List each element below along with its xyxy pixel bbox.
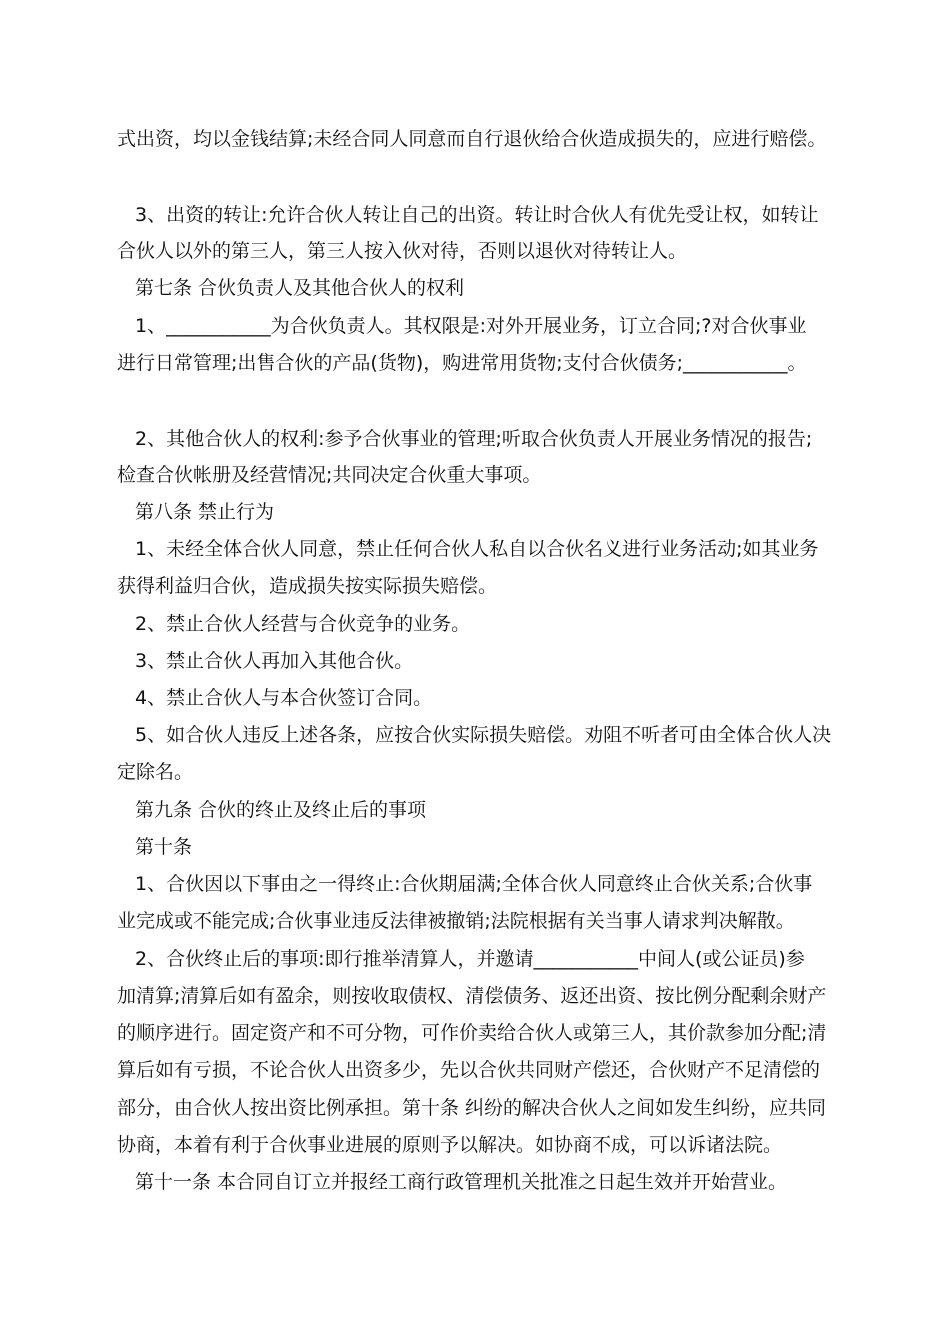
paragraph-line: 业完成或不能完成;合伙事业违反法律被撤销;法院根据有关当事人请求判决解散。: [117, 910, 795, 932]
section-heading: 第八条 禁止行为: [135, 501, 275, 523]
section-heading: 第七条 合伙负责人及其他合伙人的权利: [135, 277, 465, 299]
paragraph-line: 5、如合伙人违反上述各条，应按合伙实际损失赔偿。劝阻不听者可由全体合伙人决: [135, 724, 832, 746]
paragraph-line: 的顺序进行。固定资产和不可分物，可作价卖给合伙人或第三人，其价款参加分配;清: [117, 1022, 827, 1044]
paragraph-line: 合伙人以外的第三人，第三人按入伙对待，否则以退伙对待转让人。: [117, 240, 688, 262]
paragraph-line: 获得利益归合伙，造成损失按实际损失赔偿。: [117, 575, 498, 597]
paragraph-line: 2、其他合伙人的权利:参予合伙事业的管理;听取合伙负责人开展业务情况的报告;: [135, 428, 813, 450]
section-heading: 第九条 合伙的终止及终止后的事项: [135, 799, 427, 821]
paragraph-line: 定除名。: [117, 761, 194, 783]
paragraph-line: 4、禁止合伙人与本合伙签订合同。: [135, 687, 433, 709]
paragraph-line: 加清算;清算后如有盈余，则按收取债权、清偿债务、返还出资、按比例分配剩余财产: [117, 985, 827, 1007]
paragraph-line: 1、合伙因以下事由之一得终止:合伙期届满;全体合伙人同意终止合伙关系;合伙事: [135, 873, 813, 895]
paragraph-line: 1、___________为合伙负责人。其权限是:对外开展业务，订立合同;?对合伙事业: [135, 315, 807, 337]
paragraph-line: 式出资，均以金钱结算;未经合同人同意而自行退伙给合伙造成损失的，应进行赔偿。: [117, 128, 827, 150]
section-heading: 第十一条 本合同自订立并报经工商行政管理机关批准之日起生效并开始营业。: [135, 1171, 788, 1193]
paragraph-line: 3、禁止合伙人再加入其他合伙。: [135, 650, 414, 672]
section-heading: 第十条: [135, 836, 193, 858]
paragraph-line: 检查合伙帐册及经营情况;共同决定合伙重大事项。: [117, 464, 542, 486]
paragraph-line: 部分，由合伙人按出资比例承担。第十条 纠纷的解决合伙人之间如发生纠纷，应共同: [117, 1097, 827, 1119]
paragraph-line: 协商，本着有利于合伙事业进展的原则予以解决。如协商不成，可以诉诸法院。: [117, 1134, 783, 1156]
paragraph-line: 2、合伙终止后的事项:即行推举清算人，并邀请___________中间人(或公证员)参: [135, 948, 805, 970]
paragraph-line: 进行日常管理;出售合伙的产品(货物)，购进常用货物;支付合伙债务;___________。: [117, 352, 807, 374]
paragraph-line: 算后如有亏损，不论合伙人出资多少，先以合伙共同财产偿还，合伙财产不足清偿的: [117, 1059, 821, 1081]
paragraph-line: 2、禁止合伙人经营与合伙竞争的业务。: [135, 613, 471, 635]
paragraph-line: 3、出资的转让:允许合伙人转让自己的出资。转让时合伙人有优先受让权，如转让: [135, 204, 819, 226]
paragraph-line: 1、未经全体合伙人同意，禁止任何合伙人私自以合伙名义进行业务活动;如其业务: [135, 538, 819, 560]
